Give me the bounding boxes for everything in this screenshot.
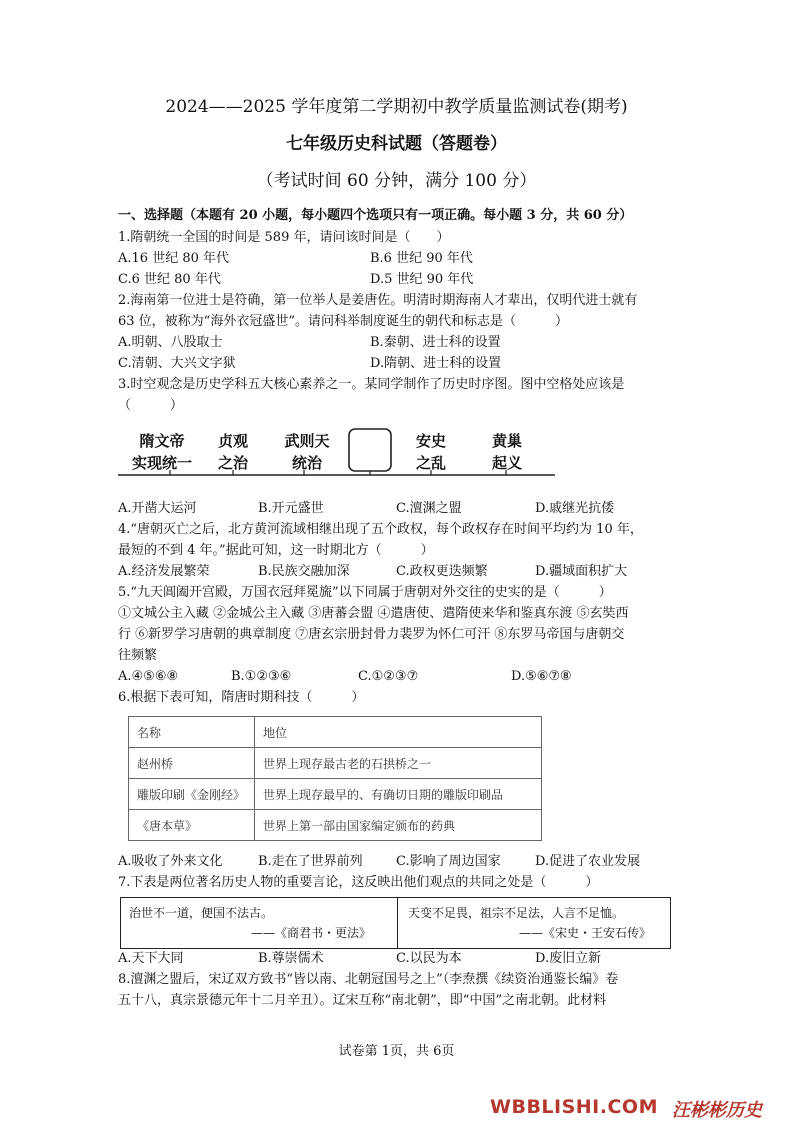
q2-stem-line2: 63 位，被称为“海外衣冠盛世”。请问科举制度诞生的朝代和标志是（ ） xyxy=(118,314,568,329)
q6-option-c: C.影响了周边国家 xyxy=(396,854,501,869)
q4-option-d: D.疆域面积扩大 xyxy=(535,564,628,579)
q7-option-c: C.以民为本 xyxy=(396,951,462,966)
table-cell: 雕版印刷《金刚经》 xyxy=(129,779,255,810)
q5-option-d: D.⑤⑥⑦⑧ xyxy=(511,669,572,684)
exam-title: 2024——2025 学年度第二学期初中教学质量监测试卷(期考) xyxy=(165,97,628,117)
table-cell: 世界上现存最古老的石拱桥之一 xyxy=(255,748,542,779)
timeline-event-4: 安史 之乱 xyxy=(415,432,446,472)
watermark-url: WBBLISHI.COM xyxy=(490,1096,658,1118)
q2-option-b: B.秦朝、进士科的设置 xyxy=(370,335,501,350)
q5-stem-line1: 5.“九天阊阖开宫殿，万国衣冠拜冕旒”以下同属于唐朝对外交往的史实的是（ ） xyxy=(118,585,612,600)
q5-stem-line4: 往频繁 xyxy=(118,648,158,663)
q3-option-c: C.澶渊之盟 xyxy=(396,501,462,516)
section-heading: 一、选择题（本题有 20 小题，每小题四个选项只有一项正确。每小题 3 分，共 60 分） xyxy=(118,208,633,223)
table-row xyxy=(129,810,542,841)
table-header-cell: 名称 xyxy=(129,717,255,748)
q1-option-b: B.6 世纪 90 年代 xyxy=(370,251,473,266)
table-cell: 世界上第一部由国家编定颁布的药典 xyxy=(255,810,542,841)
q6-option-d: D.促进了农业发展 xyxy=(535,854,641,869)
q7-source-1: ——《商君书・更法》 xyxy=(251,926,372,940)
table-row xyxy=(129,748,542,779)
q5-option-b: B.①②③⑥ xyxy=(231,669,292,684)
timeline-event-3: 武则天 统治 xyxy=(284,432,330,472)
q4-stem-line2: 最短的不到 4 年。”据此可知，这一时期北方（ ） xyxy=(118,543,434,558)
q6-table xyxy=(128,716,542,841)
q6-stem: 6.根据下表可知，隋唐时期科技（ ） xyxy=(118,690,365,705)
page-number: 试卷第 1页，共 6页 xyxy=(338,1044,455,1059)
q3-stem-line2: （ ） xyxy=(118,398,184,413)
q7-quote-1: 治世不一道，便国不法古。 xyxy=(129,906,274,920)
exam-subtitle: 七年级历史科试题（答题卷） xyxy=(286,134,507,154)
timeline-event-2: 贞观 之治 xyxy=(217,432,248,472)
timeline-event-1: 隋文帝 实现统一 xyxy=(131,432,192,472)
q7-stem: 7.下表是两位著名历史人物的重要言论，这反映出他们观点的共同之处是（ ） xyxy=(118,875,599,890)
q6-option-b: B.走在了世界前列 xyxy=(258,854,363,869)
table-header-cell: 地位 xyxy=(255,717,542,748)
q2-stem-line1: 2.海南第一位进士是符确，第一位举人是姜唐佐。明清时期海南人才辈出，仅明代进士就有 xyxy=(118,293,638,308)
q2-option-a: A.明朝、八股取士 xyxy=(118,335,223,350)
table-cell: 赵州桥 xyxy=(129,748,255,779)
table-cell: 世界上现存最早的、有确切日期的雕版印刷品 xyxy=(255,779,542,810)
q8-stem-line2: 五十八，真宗景德元年十二月辛丑）。辽宋互称“南北朝”，即“中国”之南北朝。此材料 xyxy=(118,993,607,1008)
table-cell: 《唐本草》 xyxy=(129,810,255,841)
q1-option-d: D.5 世纪 90 年代 xyxy=(370,272,474,287)
q8-stem-line1: 8.澶渊之盟后，宋辽双方致书“皆以南、北朝冠国号之上”（李焘撰《续资治通鉴长编》卷 xyxy=(118,972,619,987)
q5-option-c: C.①②③⑦ xyxy=(358,669,419,684)
q4-option-b: B.民族交融加深 xyxy=(258,564,350,579)
q6-option-a: A.吸收了外来文化 xyxy=(118,854,223,869)
q2-option-c: C.清朝、大兴文字狱 xyxy=(118,356,236,371)
table-row xyxy=(129,779,542,810)
watermark-signature: 汪彬彬历史 xyxy=(672,1100,762,1121)
q5-option-a: A.④⑤⑥⑧ xyxy=(118,669,179,684)
q5-stem-line2: ①文城公主入藏 ②金城公主入藏 ③唐蕃会盟 ④遣唐使、遣隋使来华和鉴真东渡 ⑤玄奘西 xyxy=(118,606,629,621)
q4-option-a: A.经济发展繁荣 xyxy=(118,564,210,579)
q7-option-b: B.尊崇儒术 xyxy=(258,951,324,966)
q7-option-a: A.天下大同 xyxy=(118,951,184,966)
q3-option-d: D.戚继光抗倭 xyxy=(535,501,615,516)
q5-stem-line3: 行 ⑥新罗学习唐朝的典章制度 ⑦唐玄宗册封骨力裴罗为怀仁可汗 ⑧东罗马帝国与唐朝交 xyxy=(118,627,625,642)
q7-source-2: ——《宋史・王安石传》 xyxy=(519,926,652,940)
q7-quote-divider xyxy=(397,898,398,948)
q3-option-a: A.开凿大运河 xyxy=(118,501,197,516)
q7-option-d: D.废旧立新 xyxy=(535,951,602,966)
q7-quote-2: 天变不足畏，祖宗不足法，人言不足恤。 xyxy=(408,906,625,920)
table-header-row xyxy=(129,717,542,748)
q1-option-a: A.16 世纪 80 年代 xyxy=(118,251,230,266)
q7-quote-box xyxy=(120,897,671,949)
q2-option-d: D.隋朝、进士科的设置 xyxy=(370,356,502,371)
q4-stem-line1: 4.“唐朝灭亡之后，北方黄河流域相继出现了五个政权，每个政权存在时间平均约为 10 年， xyxy=(118,522,643,537)
q3-option-b: B.开元盛世 xyxy=(258,501,324,516)
q1-option-c: C.6 世纪 80 年代 xyxy=(118,272,221,287)
exam-info: （考试时间 60 分钟，满分 100 分） xyxy=(256,171,537,191)
q1-stem: 1.隋朝统一全国的时间是 589 年，请问该时间是（ ） xyxy=(118,230,450,245)
q3-stem-line1: 3.时空观念是历史学科五大核心素养之一。某同学制作了历史时序图。图中空格处应该是 xyxy=(118,377,625,392)
timeline-event-5: 黄巢 起义 xyxy=(491,432,522,472)
q4-option-c: C.政权更迭频繁 xyxy=(396,564,488,579)
timeline-blank-box xyxy=(349,429,391,471)
